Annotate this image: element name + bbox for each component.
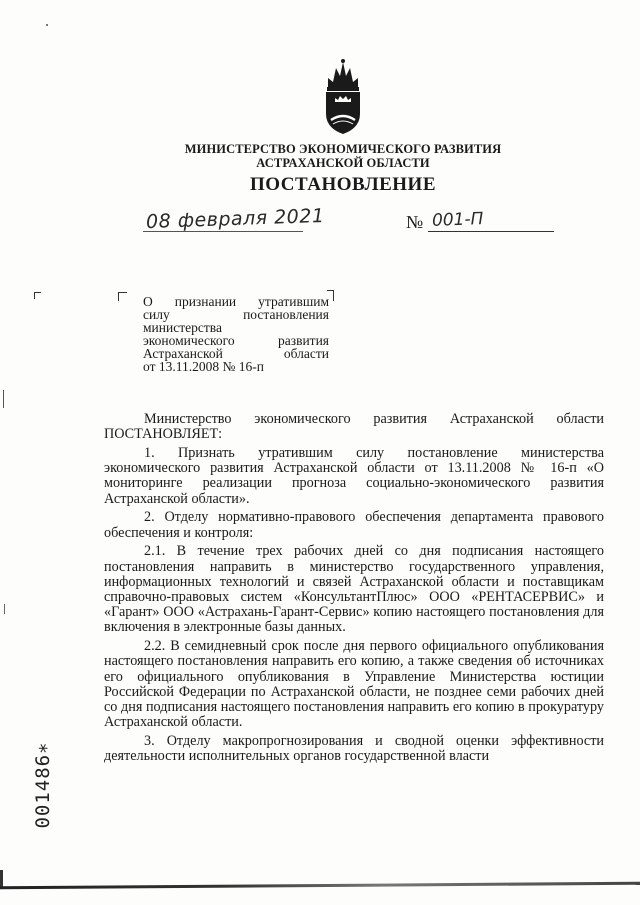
- body-paragraph-2-2: 2.2. В семидневный срок после дня первого официального опубликования настоящего постановления направить его копию, а также сведения об источниках его официального опубликования в Управление Министерства юстиции Российской Федерации по Астраханской области, не позднее семи рабочих дней со дня подписания настоящего постановления направить его копию в прокуратуру Астраханской области.: [104, 638, 604, 731]
- coat-of-arms-icon: [318, 58, 368, 138]
- subject-line: Астраханской области: [143, 346, 329, 361]
- document-body: [104, 412, 604, 768]
- body-paragraph-3: 3. Отделу макропрогнозирования и сводной оценки эффективности деятельности исполнительных органов государственной власти: [104, 733, 604, 765]
- registration-stamp: [28, 741, 58, 829]
- document-subject: [143, 295, 329, 373]
- body-paragraph-2: 2. Отделу нормативно-правового обеспечения департамента правового обеспечения и контроля:: [104, 509, 604, 541]
- scan-artifact: [0, 882, 640, 889]
- subject-line: от 13.11.2008 № 16-п: [143, 359, 264, 374]
- document-type-title: ПОСТАНОВЛЕНИЕ: [249, 174, 437, 195]
- scan-artifact: [46, 24, 48, 26]
- ministry-name: [150, 142, 536, 170]
- subject-line: экономического развития: [143, 333, 329, 348]
- scan-artifact: [3, 390, 4, 408]
- body-paragraph-2-1: 2.1. В течение трех рабочих дней со дня подписания настоящего постановления направить в министерство государственного управления, информационных технологий и связей Астраханской области и поставщикам справочно-правовых систем «КонсультантПлюс» ООО «РЕНТАСЕРВИС» и «Гарант» ООО «Астрахань-Гарант-Сервис» копию настоящего постановления для включения в электронные базы данных.: [104, 543, 604, 636]
- ministry-line-1: МИНИСТЕРСТВО ЭКОНОМИЧЕСКОГО РАЗВИТИЯ: [184, 142, 502, 156]
- handwritten-number: 001-П: [431, 209, 484, 231]
- scan-artifact: [4, 604, 5, 614]
- date-underline: [143, 231, 303, 232]
- subject-line: О признании утратившим: [143, 294, 329, 309]
- number-underline: [428, 231, 554, 232]
- body-paragraph-1: 1. Признать утратившим силу постановление министерства экономического развития Астраханской области от 13.11.2008 № 16-п «О мониторинге реализации прогноза социально-экономического развития Астраханской области».: [104, 445, 604, 507]
- corner-mark: [118, 292, 127, 301]
- subject-line: министерства: [143, 320, 222, 335]
- stamp-number: 001486∗: [32, 741, 54, 829]
- handwritten-date: 08 февраля 2021: [145, 204, 325, 234]
- corner-mark: [34, 292, 41, 299]
- ministry-line-2: АСТРАХАНСКОЙ ОБЛАСТИ: [256, 156, 430, 170]
- body-paragraph-preamble: Министерство экономического развития Астраханской области ПОСТАНОВЛЯЕТ:: [104, 411, 604, 443]
- subject-line: силу постановления: [143, 307, 329, 322]
- number-label: №: [406, 212, 424, 232]
